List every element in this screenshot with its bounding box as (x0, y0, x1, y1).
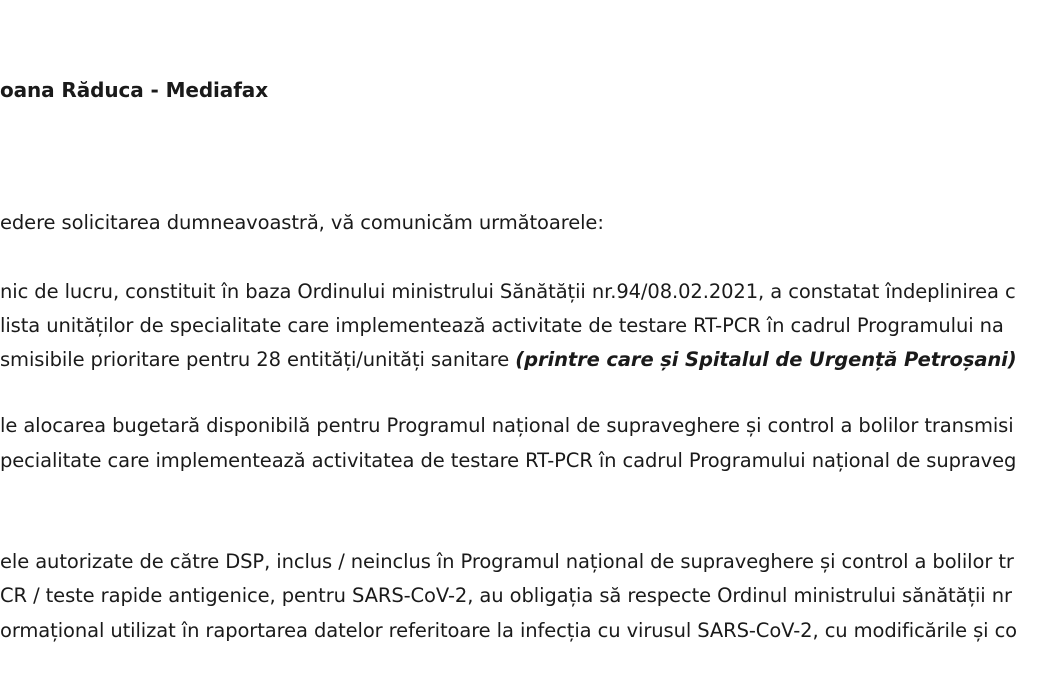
paragraph1-line2: lista unităților de specialitate care implementează activitate de testare RT-PCR în cadrul Programului na (0, 314, 1004, 337)
intro-line: edere solicitarea dumneavoastră, vă comunicăm următoarele: (0, 211, 604, 234)
paragraph2-line1: le alocarea bugetară disponibilă pentru Programul național de supraveghere și control a bolilor transmisi (0, 414, 1014, 437)
paragraph1-line3 (0, 348, 1017, 372)
paragraph2-line2: pecialitate care implementează activitatea de testare RT-PCR în cadrul Programului național de supraveg (0, 449, 1017, 472)
paragraph3-line2: CR / teste rapide antigenice, pentru SARS-CoV-2, au obligația să respecte Ordinul ministrului sănătății nr (0, 584, 1012, 607)
paragraph1-line1: nic de lucru, constituit în baza Ordinului ministrului Sănătății nr.94/08.02.2021, a constatat îndeplinirea c (0, 280, 1016, 303)
paragraph3-line3: ormațional utilizat în raportarea datelor referitoare la infecția cu virusul SARS-CoV-2, cu modificările și co (0, 619, 1018, 642)
paragraph1-line3-text: smisibile prioritare pentru 28 entități/unități sanitare (0, 348, 516, 371)
paragraph1-line3-emphasis: (printre care și Spitalul de Urgență Petroșani) (515, 348, 1017, 371)
author-heading: oana Răduca - Mediafax (0, 78, 268, 102)
paragraph3-line1: ele autorizate de către DSP, inclus / neinclus în Programul național de supraveghere și control a bolilor tr (0, 550, 1014, 573)
